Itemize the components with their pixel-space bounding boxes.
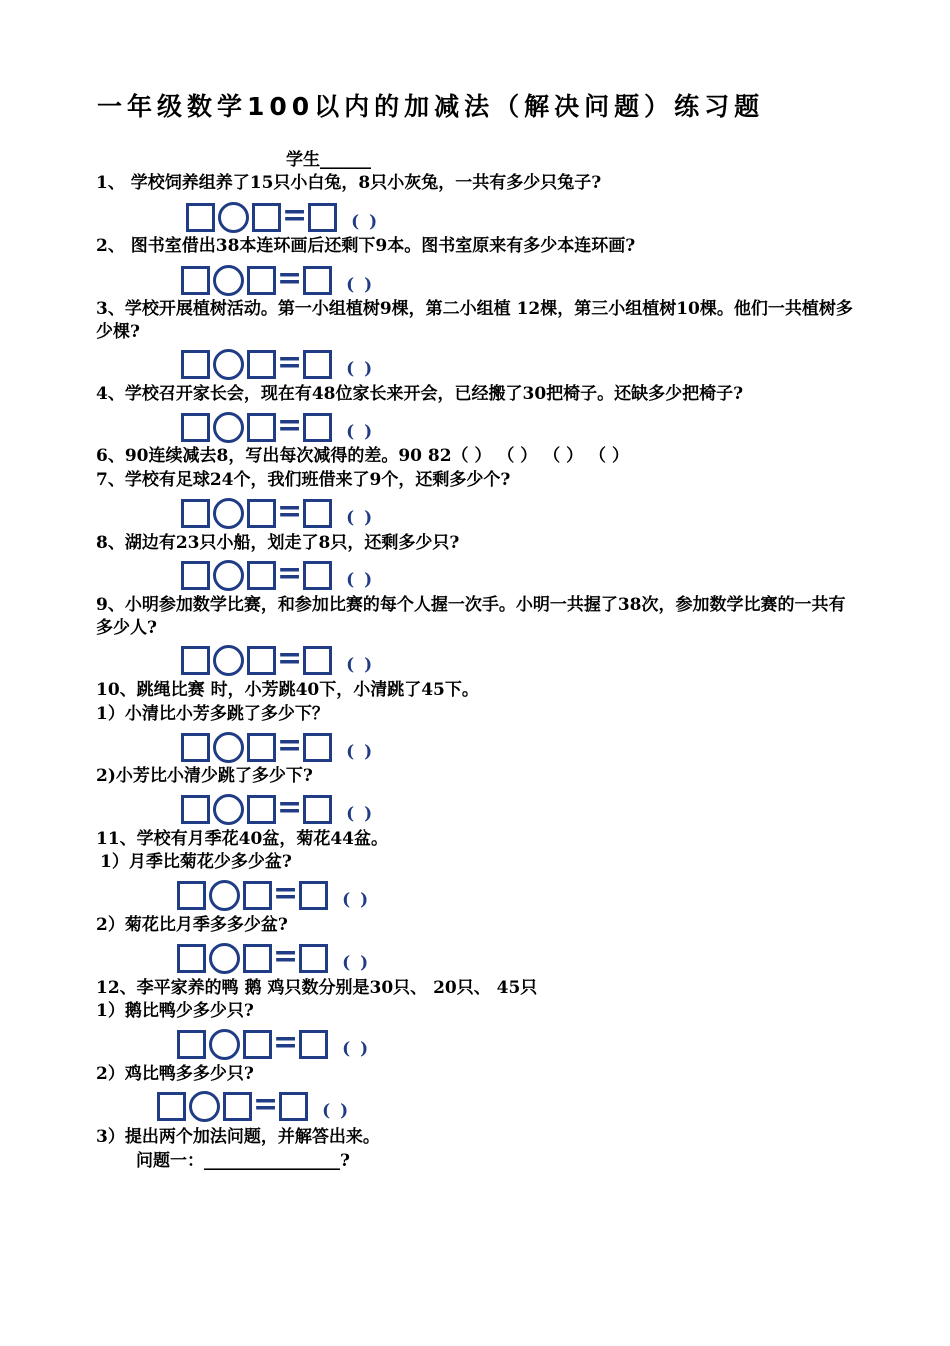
operator-circle-icon[interactable] bbox=[213, 645, 244, 676]
equals-icon: = bbox=[277, 345, 303, 380]
answer-paren[interactable]: ( ) bbox=[346, 359, 375, 379]
operator-circle-icon[interactable] bbox=[213, 498, 244, 529]
formula-10-1 bbox=[181, 728, 375, 763]
answer-paren[interactable]: ( ) bbox=[342, 890, 371, 910]
question-10-part-1: 1）小清比小芳多跳了多少下？ bbox=[96, 704, 329, 724]
answer-paren[interactable]: ( ) bbox=[346, 422, 375, 442]
blank-square-icon[interactable] bbox=[177, 1030, 206, 1059]
blank-square-icon[interactable] bbox=[181, 413, 210, 442]
answer-paren[interactable]: ( ) bbox=[346, 742, 375, 762]
blank-square-icon[interactable] bbox=[181, 499, 210, 528]
blank-square-icon[interactable] bbox=[181, 561, 210, 590]
blank-square-icon[interactable] bbox=[177, 944, 206, 973]
blank-square-icon[interactable] bbox=[247, 350, 276, 379]
operator-circle-icon[interactable] bbox=[209, 1029, 240, 1060]
equals-icon: = bbox=[253, 1087, 279, 1122]
operator-circle-icon[interactable] bbox=[213, 349, 244, 380]
answer-paren[interactable]: ( ) bbox=[322, 1101, 351, 1121]
question-12-part-3: 3）提出两个加法问题，并解答出来。 bbox=[96, 1127, 380, 1147]
blank-square-icon[interactable] bbox=[247, 413, 276, 442]
equals-icon: = bbox=[277, 261, 303, 296]
blank-square-icon[interactable] bbox=[243, 881, 272, 910]
formula-10-2 bbox=[181, 790, 375, 825]
formula-4 bbox=[181, 408, 375, 443]
equals-icon: = bbox=[277, 641, 303, 676]
formula-9 bbox=[181, 641, 375, 676]
blank-square-icon[interactable] bbox=[252, 203, 281, 232]
question-2: 2、 图书室借出38本连环画后还剩下9本。图书室原来有多少本连环画? bbox=[96, 236, 636, 256]
formula-2 bbox=[181, 261, 375, 296]
equals-icon: = bbox=[282, 198, 308, 233]
blank-square-icon[interactable] bbox=[247, 561, 276, 590]
answer-paren[interactable]: ( ) bbox=[351, 212, 380, 232]
equals-icon: = bbox=[273, 939, 299, 974]
operator-circle-icon[interactable] bbox=[209, 880, 240, 911]
blank-square-icon[interactable] bbox=[303, 266, 332, 295]
blank-square-icon[interactable] bbox=[243, 944, 272, 973]
operator-circle-icon[interactable] bbox=[213, 412, 244, 443]
blank-square-icon[interactable] bbox=[223, 1092, 252, 1121]
blank-square-icon[interactable] bbox=[243, 1030, 272, 1059]
formula-12-1 bbox=[177, 1025, 371, 1060]
equals-icon: = bbox=[277, 728, 303, 763]
question-12: 12、李平家养的鸭 鹅 鸡只数分别是30只、 20只、 45只 bbox=[96, 978, 538, 998]
equals-icon: = bbox=[277, 556, 303, 591]
blank-square-icon[interactable] bbox=[308, 203, 337, 232]
answer-paren[interactable]: ( ) bbox=[346, 275, 375, 295]
blank-square-icon[interactable] bbox=[181, 350, 210, 379]
blank-square-icon[interactable] bbox=[303, 646, 332, 675]
blank-square-icon[interactable] bbox=[303, 561, 332, 590]
operator-circle-icon[interactable] bbox=[218, 202, 249, 233]
blank-square-icon[interactable] bbox=[303, 350, 332, 379]
formula-11-1 bbox=[177, 876, 371, 911]
blank-square-icon[interactable] bbox=[181, 266, 210, 295]
operator-circle-icon[interactable] bbox=[189, 1091, 220, 1122]
answer-paren[interactable]: ( ) bbox=[346, 655, 375, 675]
blank-square-icon[interactable] bbox=[247, 646, 276, 675]
question-one-blank[interactable]: 问题一：________________? bbox=[136, 1151, 350, 1171]
blank-square-icon[interactable] bbox=[279, 1092, 308, 1121]
answer-paren[interactable]: ( ) bbox=[346, 508, 375, 528]
answer-paren[interactable]: ( ) bbox=[342, 1039, 371, 1059]
question-11-part-2: 2）菊花比月季多多少盆? bbox=[96, 915, 288, 935]
formula-8 bbox=[181, 556, 375, 591]
equals-icon: = bbox=[277, 494, 303, 529]
blank-square-icon[interactable] bbox=[181, 733, 210, 762]
question-11-part-1: 1）月季比菊花少多少盆? bbox=[100, 852, 292, 872]
page-title: 一年级数学100以内的加减法（解决问题）练习题 bbox=[97, 92, 765, 121]
operator-circle-icon[interactable] bbox=[213, 265, 244, 296]
answer-paren[interactable]: ( ) bbox=[346, 570, 375, 590]
formula-11-2 bbox=[177, 939, 371, 974]
answer-paren[interactable]: ( ) bbox=[342, 953, 371, 973]
answer-paren[interactable]: ( ) bbox=[346, 804, 375, 824]
formula-3 bbox=[181, 345, 375, 380]
blank-square-icon[interactable] bbox=[247, 499, 276, 528]
blank-square-icon[interactable] bbox=[247, 733, 276, 762]
blank-square-icon[interactable] bbox=[157, 1092, 186, 1121]
blank-square-icon[interactable] bbox=[181, 646, 210, 675]
formula-12-2 bbox=[157, 1087, 351, 1122]
blank-square-icon[interactable] bbox=[303, 499, 332, 528]
question-1: 1、 学校饲养组养了15只小白兔，8只小灰兔，一共有多少只兔子? bbox=[96, 173, 602, 193]
blank-square-icon[interactable] bbox=[247, 795, 276, 824]
blank-square-icon[interactable] bbox=[247, 266, 276, 295]
operator-circle-icon[interactable] bbox=[213, 732, 244, 763]
operator-circle-icon[interactable] bbox=[209, 943, 240, 974]
operator-circle-icon[interactable] bbox=[213, 794, 244, 825]
question-12-part-2: 2）鸡比鸭多多少只? bbox=[96, 1064, 254, 1084]
blank-square-icon[interactable] bbox=[177, 881, 206, 910]
formula-1 bbox=[186, 198, 380, 233]
question-6: 6、90连续减去8，写出每次减得的差。90 82（ ） （ ） （ ） （ ） bbox=[96, 446, 629, 466]
equals-icon: = bbox=[273, 876, 299, 911]
blank-square-icon[interactable] bbox=[299, 944, 328, 973]
blank-square-icon[interactable] bbox=[299, 881, 328, 910]
blank-square-icon[interactable] bbox=[303, 733, 332, 762]
question-10: 10、跳绳比赛 时，小芳跳40下，小清跳了45下。 bbox=[96, 680, 479, 700]
blank-square-icon[interactable] bbox=[299, 1030, 328, 1059]
question-3: 3、学校开展植树活动。第一小组植树9棵，第二小组植 12棵，第三小组植树10棵。他们一共植树多少棵? bbox=[96, 299, 853, 342]
formula-7 bbox=[181, 494, 375, 529]
blank-square-icon[interactable] bbox=[181, 795, 210, 824]
equals-icon: = bbox=[277, 790, 303, 825]
question-7: 7、学校有足球24个，我们班借来了9个，还剩多少个? bbox=[96, 470, 511, 490]
blank-square-icon[interactable] bbox=[186, 203, 215, 232]
question-12-part-1: 1）鹅比鸭少多少只? bbox=[96, 1001, 254, 1021]
equals-icon: = bbox=[273, 1025, 299, 1060]
student-name-field[interactable]: 学生______ bbox=[286, 150, 371, 170]
question-4: 4、学校召开家长会，现在有48位家长来开会，已经搬了30把椅子。还缺多少把椅子? bbox=[96, 384, 744, 404]
question-10-part-2: 2)小芳比小清少跳了多少下? bbox=[96, 766, 313, 786]
blank-square-icon[interactable] bbox=[303, 795, 332, 824]
equals-icon: = bbox=[277, 408, 303, 443]
operator-circle-icon[interactable] bbox=[213, 560, 244, 591]
question-8: 8、湖边有23只小船，划走了8只，还剩多少只? bbox=[96, 533, 460, 553]
blank-square-icon[interactable] bbox=[303, 413, 332, 442]
question-11: 11、学校有月季花40盆，菊花44盆。 bbox=[96, 829, 388, 849]
question-9: 9、小明参加数学比赛，和参加比赛的每个人握一次手。小明一共握了38次，参加数学比赛的一共有多少人? bbox=[96, 595, 846, 638]
